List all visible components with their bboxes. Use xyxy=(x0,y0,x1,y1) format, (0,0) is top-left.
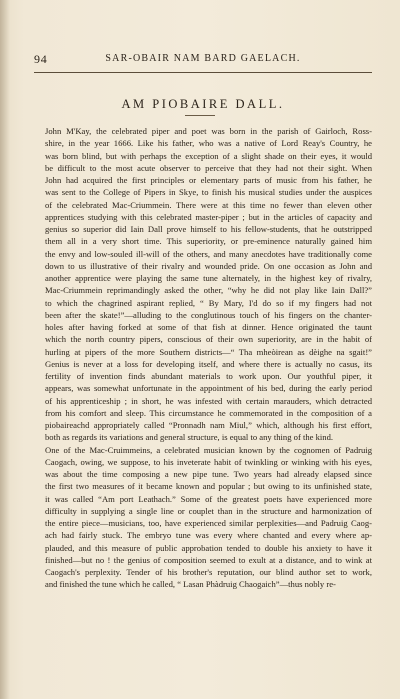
text-line: them all in a very short time. This superiority, or pre-eminence naturally gained him xyxy=(45,236,372,247)
text-line: Genius is never at a loss for developing itself, and where there is actually no casus, its xyxy=(45,358,372,369)
paragraph-2 xyxy=(34,444,372,591)
text-line: Caogach's perplexity. Tender of his brother's reputation, our blind author set to work, xyxy=(45,567,372,577)
text-line: to which the chagrined aspirant replied, “ By Mary, I'd do so if my fingers had not xyxy=(45,297,372,308)
text-line: Caogach, owing, we suppose, to his inveterate habit of twinkling or winking with his eyes, xyxy=(45,456,372,467)
text-line: been after the skate!”—alluding to the conglutinous touch of his fingers on the chanter- xyxy=(45,309,372,320)
title-rule xyxy=(185,115,215,116)
text-line: difficulty in supplying a single line or couplet than in the structure and harmonization of xyxy=(45,505,372,516)
text-line: genius so superior did Iain Dall prove himself to his fellow-students, that he outstripped xyxy=(45,224,372,234)
text-line: ach had fairly stuck. The embryo tune was every where chanted and every where ap- xyxy=(45,530,372,541)
text-line: was sent to the College of Pipers in Skye, to finish his musical studies under the auspices xyxy=(45,187,372,198)
text-line: apprentices studying with this celebrated master-piper ; but in the articles of capacity and xyxy=(45,211,372,222)
text-line: of the celebrated Mac-Criummein. There were at this time no fewer than eleven other xyxy=(45,199,372,210)
text-line: and finished the tune which he called, “ Lasan Phàdruig Chaogaich”—thus nobly re- xyxy=(45,579,336,590)
text-line: piobaireachd appropriately called “Pronnadh nam Miul,” which, although his first effort, xyxy=(45,420,372,430)
text-line: Mac-Criummein reprimandingly asked the other, “why he did not play like Iain Dall?” xyxy=(45,285,372,296)
text-line: fertility of invention finds abundant materials to work upon. Our youthful piper, it xyxy=(45,371,372,381)
text-line: the envy and low-souled ill-will of the others, and many anecdotes have traditionally come xyxy=(45,248,372,259)
text-line: finished—but no ! the genius of composition seemed to exult at a distance, and to wink at xyxy=(45,554,372,565)
text-line: holes after having forked at some of that fish at dinner. Hence originated the taunt xyxy=(45,322,372,332)
chapter-title: AM PIOBAIRE DALL. xyxy=(121,97,285,111)
text-line: another apprentice were playing the same tune alternately, in the highest key of rivalry, xyxy=(45,273,372,283)
page-number: 94 xyxy=(34,52,48,66)
text-line: hurling at pipers of the more Southern districts—“ Tha mheòirean as dèighe na sgait!” xyxy=(45,346,372,357)
text-line: was about the time composing a new pipe tune. Two years had already elapsed since xyxy=(45,469,372,479)
text-line: plauded, and this measure of public approbation tended to double his anxiety to have it xyxy=(45,542,372,553)
text-line: the entire piece—musicians, too, have experienced similar perplexities—and Padruig Caog- xyxy=(45,518,372,528)
header-rule xyxy=(34,72,372,73)
running-head xyxy=(34,52,372,68)
text-line: both as regards its variations and general structure, is equal to any thing of the kind. xyxy=(45,432,334,443)
text-line: it was called “Am port Leathach.” Some of the greatest poets have experienced more xyxy=(45,493,372,504)
text-line: of his apprenticeship ; in short, he was infested with certain marauders, which detracted xyxy=(45,395,372,406)
text-line: which the north country pipers, conscious of their own superiority, are in the habit of xyxy=(45,334,372,345)
body-text xyxy=(34,125,372,591)
text-line: One of the Mac-Cruimmeins, a celebrated musician known by the cognomen of Padruig xyxy=(45,444,372,455)
text-line: John M'Kay, the celebrated piper and poet was born in the parish of Gairloch, Ross- xyxy=(45,126,372,136)
text-line: John had acquired the first principles or elementary parts of music from his father, he xyxy=(45,175,372,185)
text-line: was born blind, but with perhaps the exception of a slight shade on their eyes, it would xyxy=(45,150,372,161)
text-line: down to us illustrative of their rivalry and wounded pride. On one occasion as John and xyxy=(45,260,372,271)
text-line: from his comfort and sleep. This circumstance he commemorated in the composition of a xyxy=(45,407,372,418)
text-line: be difficult to the most acute observer to perceive that they had not their sight. When xyxy=(45,162,372,173)
text-line: the first two measures of it became known and popular ; but owing to its unfinished state, xyxy=(45,481,372,492)
spine-shadow xyxy=(0,0,10,699)
text-line: appears, was somewhat unfortunate in the appointment of his bed, during the early period xyxy=(45,383,372,394)
paragraph-1 xyxy=(34,125,372,444)
running-title: SAR-OBAIR NAM BARD GAELACH. xyxy=(105,53,301,64)
text-line: shire, in the year 1666. Like his father, who was a native of Lord Reay's Country, he xyxy=(45,138,372,149)
